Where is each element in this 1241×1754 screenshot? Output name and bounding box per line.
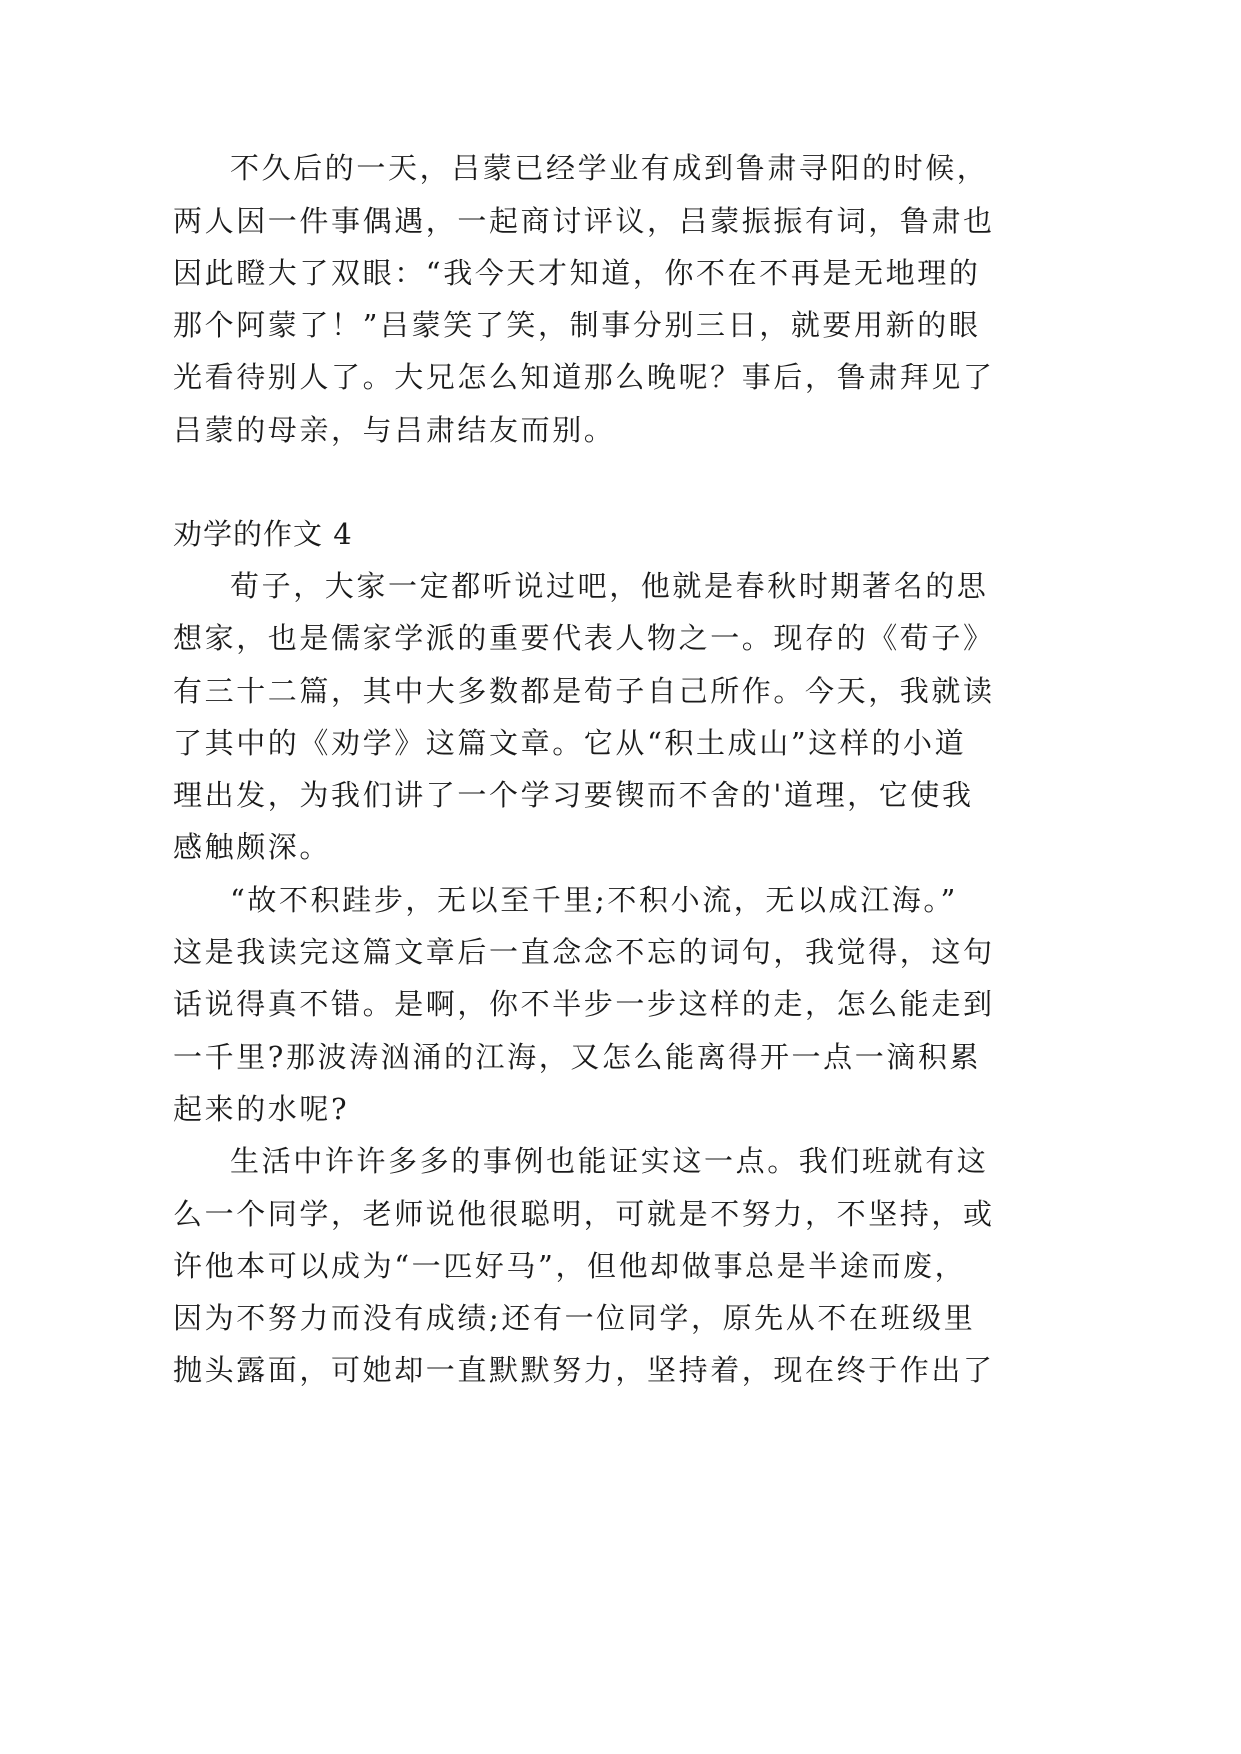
paragraph-4-line-4: 因为不努力而没有成绩;还有一位同学，原先从不在班级里	[173, 1301, 976, 1335]
paragraph-1-line-5: 光看待别人了。大兄怎么知道那么晚呢？事后，鲁肃拜见了	[173, 360, 995, 394]
paragraph-2-line-6: 感触颇深。	[173, 830, 332, 864]
paragraph-2-line-5: 理出发，为我们讲了一个学习要锲而不舍的'道理，它使我	[173, 778, 974, 812]
paragraph-1-line-4: 那个阿蒙了！”吕蒙笑了笑，制事分别三日，就要用新的眼	[173, 308, 981, 342]
paragraph-4-line-2: 么一个同学，老师说他很聪明，可就是不努力，不坚持，或	[173, 1197, 995, 1231]
paragraph-2-line-2: 想家，也是儒家学派的重要代表人物之一。现存的《荀子》	[173, 621, 995, 655]
section-heading: 劝学的作文 4	[173, 517, 353, 551]
paragraph-2-line-1: 荀子，大家一定都听说过吧，他就是春秋时期著名的思	[230, 569, 989, 603]
paragraph-2-line-4: 了其中的《劝学》这篇文章。它从“积土成山”这样的小道	[173, 726, 967, 760]
paragraph-3-line-1: “故不积跬步，无以至千里;不积小流，无以成江海。”	[230, 883, 958, 917]
paragraph-3-line-3: 话说得真不错。是啊，你不半步一步这样的走，怎么能走到	[173, 987, 995, 1021]
paragraph-4-line-3: 许他本可以成为“一匹好马”，但他却做事总是半途而废，	[173, 1249, 967, 1283]
paragraph-1-line-1: 不久后的一天，吕蒙已经学业有成到鲁肃寻阳的时候，	[230, 151, 989, 185]
paragraph-1-line-3: 因此瞪大了双眼：“我今天才知道，你不在不再是无地理的	[173, 256, 981, 290]
paragraph-2-line-3: 有三十二篇，其中大多数都是荀子自己所作。今天，我就读	[173, 674, 995, 708]
paragraph-3-line-2: 这是我读完这篇文章后一直念念不忘的词句，我觉得，这句	[173, 935, 995, 969]
paragraph-3-line-5: 起来的水呢?	[173, 1092, 350, 1126]
paragraph-1-line-2: 两人因一件事偶遇，一起商讨评议，吕蒙振振有词，鲁肃也	[173, 204, 995, 238]
paragraph-1-line-6: 吕蒙的母亲，与吕肃结友而别。	[173, 413, 616, 447]
paragraph-4-line-5: 抛头露面，可她却一直默默努力，坚持着，现在终于作出了	[173, 1353, 995, 1387]
paragraph-4-line-1: 生活中许许多多的事例也能证实这一点。我们班就有这	[230, 1144, 989, 1178]
paragraph-3-line-4: 一千里?那波涛汹涌的江海，又怎么能离得开一点一滴积累	[173, 1040, 982, 1074]
